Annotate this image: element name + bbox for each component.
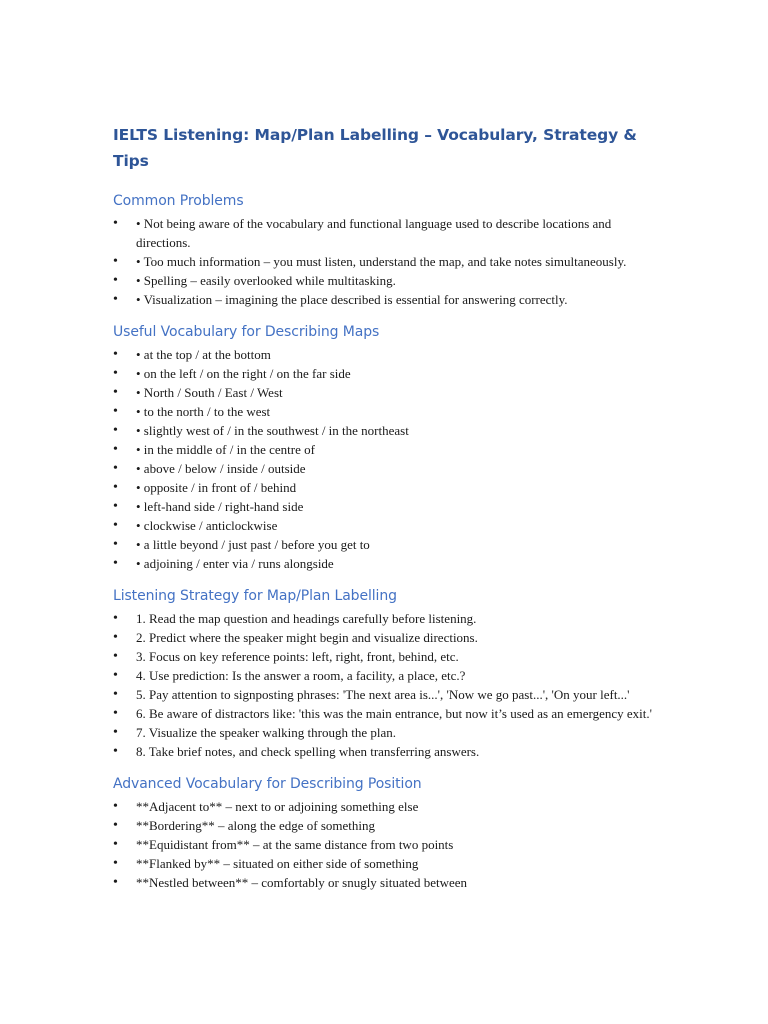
list-item: • • adjoining / enter via / runs alongside bbox=[113, 554, 653, 573]
list-item: • • on the left / on the right / on the far side bbox=[113, 364, 653, 383]
section bbox=[113, 774, 653, 892]
section bbox=[113, 322, 653, 573]
document-page bbox=[113, 122, 653, 905]
list-item: • 7. Visualize the speaker walking through the plan. bbox=[113, 723, 653, 742]
bullet-list bbox=[113, 345, 653, 573]
list-item: • • clockwise / anticlockwise bbox=[113, 516, 653, 535]
section bbox=[113, 586, 653, 761]
section-heading: Listening Strategy for Map/Plan Labelling bbox=[113, 588, 397, 604]
list-item: • • a little beyond / just past / before you get to bbox=[113, 535, 653, 554]
list-item: • • to the north / to the west bbox=[113, 402, 653, 421]
list-item: • • left-hand side / right-hand side bbox=[113, 497, 653, 516]
list-item: • • North / South / East / West bbox=[113, 383, 653, 402]
list-item: • **Flanked by** – situated on either side of something bbox=[113, 854, 653, 873]
list-item: • 6. Be aware of distractors like: 'this was the main entrance, but now it’s used as an emergency exit.' bbox=[113, 704, 653, 723]
list-item: • • in the middle of / in the centre of bbox=[113, 440, 653, 459]
list-item: • **Bordering** – along the edge of something bbox=[113, 816, 653, 835]
list-item: • • opposite / in front of / behind bbox=[113, 478, 653, 497]
list-item: • • Too much information – you must listen, understand the map, and take notes simultaneously. bbox=[113, 252, 653, 271]
list-item: • • Visualization – imagining the place described is essential for answering correctly. bbox=[113, 290, 653, 309]
list-item: • 5. Pay attention to signposting phrases: 'The next area is...', 'Now we go past...', 'On your left...' bbox=[113, 685, 653, 704]
list-item: • 8. Take brief notes, and check spelling when transferring answers. bbox=[113, 742, 653, 761]
list-item: • • above / below / inside / outside bbox=[113, 459, 653, 478]
bullet-list bbox=[113, 609, 653, 761]
list-item: • • Spelling – easily overlooked while multitasking. bbox=[113, 271, 653, 290]
section-heading: Common Problems bbox=[113, 193, 244, 209]
list-item: • 4. Use prediction: Is the answer a room, a facility, a place, etc.? bbox=[113, 666, 653, 685]
list-item: • • at the top / at the bottom bbox=[113, 345, 653, 364]
list-item: • 3. Focus on key reference points: left, right, front, behind, etc. bbox=[113, 647, 653, 666]
bullet-list bbox=[113, 797, 653, 892]
list-item: • 2. Predict where the speaker might begin and visualize directions. bbox=[113, 628, 653, 647]
section-heading: Advanced Vocabulary for Describing Position bbox=[113, 776, 422, 792]
sections-container bbox=[113, 191, 653, 892]
bullet-list bbox=[113, 214, 653, 309]
list-item: • • Not being aware of the vocabulary and functional language used to describe locations and directions. bbox=[113, 214, 653, 252]
list-item: • • slightly west of / in the southwest / in the northeast bbox=[113, 421, 653, 440]
list-item: • **Nestled between** – comfortably or snugly situated between bbox=[113, 873, 653, 892]
section bbox=[113, 191, 653, 309]
page-title: IELTS Listening: Map/Plan Labelling – Vocabulary, Strategy & Tips bbox=[113, 126, 637, 170]
list-item: • **Equidistant from** – at the same distance from two points bbox=[113, 835, 653, 854]
list-item: • **Adjacent to** – next to or adjoining something else bbox=[113, 797, 653, 816]
section-heading: Useful Vocabulary for Describing Maps bbox=[113, 324, 380, 340]
list-item: • 1. Read the map question and headings carefully before listening. bbox=[113, 609, 653, 628]
